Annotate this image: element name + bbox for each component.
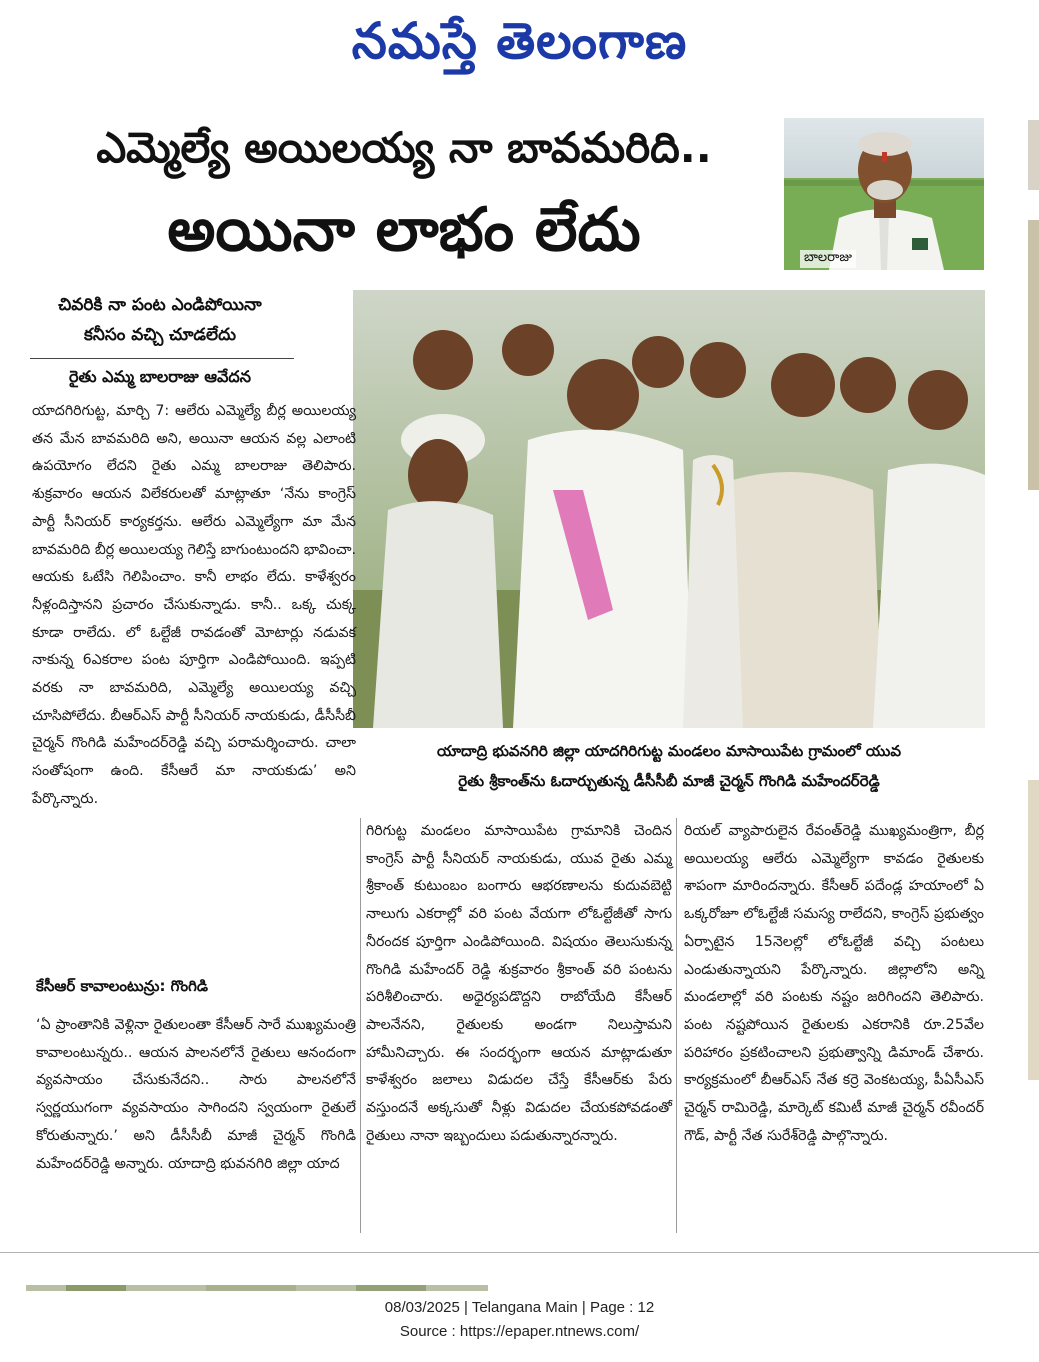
byline: రైతు ఎమ్మ బాలరాజు ఆవేదన	[69, 367, 251, 386]
column-divider	[676, 818, 677, 1233]
photo-caption-line-1: యాదాద్రి భువనగిరి జిల్లా యాదగిరిగుట్ట మండలం మాసాయిపేట గ్రామంలో యువ	[436, 742, 902, 760]
portrait-illustration	[784, 118, 984, 270]
next-article-strip	[26, 1276, 488, 1282]
subheadline-line-2: కనీసం వచ్చి చూడలేదు	[84, 325, 236, 345]
footer-edition-info: 08/03/2025 | Telangana Main | Page : 12	[384, 1299, 655, 1316]
article-column-1-continued: ‘ఏ ప్రాంతానికి వెళ్లినా రైతులంతా కేసీఆర్ సారే ముఖ్యమంత్రి కావాలంటున్నరు.. ఆయన పాలనలోనే రైతులు ఆనందంగా వ్యవసాయం చేసుకునేదని.. సారు పాలనలోనే స్వర్ణయుగంగా వ్యవసాయం సాగిందని స్వయంగా రైతులే కోరుతున్నారు.’ అని డీసీసీబీ మాజీ చైర్మన్ గొంగిడి మహేందర్‌రెడ్డి అన్నారు. యాదాద్రి భువనగిరి జిల్లా యాద	[36, 1017, 356, 1172]
portrait-photo	[784, 118, 984, 270]
subheadline	[24, 290, 296, 350]
footer-source: Source : https://epaper.ntnews.com/	[399, 1323, 640, 1340]
photo-caption	[353, 736, 985, 796]
article-column-1: యాదగిరిగుట్ట, మార్చి 7: ఆలేరు ఎమ్మెల్యే బీర్ల అయిలయ్య తన మేన బావమరిది అని, అయినా ఆయన వల్ల ఎలాంటి ఉపయోగం లేదని రైతు ఎమ్మ బాలరాజు తెలిపారు. శుక్రవారం ఆయన విలేకరులతో మాట్లాతూ ‘నేను కాంగ్రెస్ పార్టీ సీనియర్ కార్యకర్తను. ఆలేరు ఎమ్మెల్యేగా మా మేన బావమరిది బీర్ల అయిలయ్య గెలిస్తే బాగుంటుందని భావించా. ఆయకు ఓటేసి గెలిపించాం. కానీ లాభం లేదు. కాళేశ్వరం నీళ్లందిస్తానని ప్రచారం చేసుకున్నాడు. కానీ.. ఒక్క చుక్క కూడా రాలేదు. లో ఓల్టేజీ రావడంతో మోటార్లు నడువక నాకున్న 6ఎకరాల పంట పూర్తిగా ఎండిపోయింది. ఇప్పటి వరకు నా బావమరిది, ఎమ్మెల్యే అయిలయ్య వచ్చి చూసిపోలేదు. బీఆర్ఎస్ పార్టీ సీనియర్ నాయకుడు, డీసీసీబీ చైర్మన్ గొంగిడి మహేందర్‌రెడ్డి వచ్చి పరామర్శించారు. చాలా సంతోషంగా ఉంది. కేసీఆరే మా నాయకుడు’ అని పేర్కొన్నారు.	[32, 403, 356, 807]
adjacent-page-sliver	[1028, 220, 1039, 490]
main-photo	[353, 290, 985, 728]
headline-line-2: అయినా లాభం లేదు	[167, 195, 641, 265]
article-column-2: గిరిగుట్ట మండలం మాసాయిపేట గ్రామానికి చెందిన కాంగ్రెస్ పార్టీ సీనియర్ నాయకుడు, యువ రైతు ఎమ్మ శ్రీకాంత్ కుటుంబం బంగారు ఆభరణాలను కుదువబెట్టి నాలుగు ఎకరాల్లో వరి పంట వేయగా లోఓల్టేజీతో సాగు నీరందక పూర్తిగా ఎండిపోయింది. విషయం తెలుసుకున్న గొంగిడి మహేందర్ రెడ్డి శుక్రవారం శ్రీకాంత్ వరి పంటను పరిశీలించారు. అధైర్యపడొద్దని రాబోయేది కేసీఆర్ పాలనేనని, రైతులకు అండగా నిలుస్తామని హామీనిచ్చారు. ఈ సందర్భంగా ఆయన మాట్లాడుతూ కాళేశ్వరం జలాలు విడుదల చేస్తే కేసీఆర్‌కు పేరు వస్తుందనే అక్కసుతో నీళ్లు విడుదల చేయకపోవడంతో రైతులు నానా ఇబ్బందులు పడుతున్నారన్నారు.	[366, 823, 672, 1144]
page-divider	[0, 1252, 1039, 1253]
strip-illustration	[26, 1285, 488, 1291]
article-column-3: రియల్ వ్యాపారులైన రేవంత్‌రెడ్డి ముఖ్యమంత్రిగా, బీర్ల అయిలయ్య ఆలేరు ఎమ్మెల్యేగా కావడం రైతులకు శాపంగా మారిందన్నారు. కేసీఆర్ పదేండ్ల హయాంలో ఏ ఒక్కరోజూ లోఓల్టేజీ సమస్య రాలేదని, కాంగ్రెస్ ప్రభుత్వం ఏర్పాటైన 15నెలల్లో లోఓల్టేజీ వచ్చి పంటలు ఎండుతున్నాయని పేర్కొన్నారు. జిల్లాలోని అన్ని మండలాల్లో వరి పంటకు నష్టం జరిగిందని తెలిపారు. పంట నష్టపోయిన రైతులకు ఎకరానికి రూ.25వేల పరిహారం ప్రకటించాలని ప్రభుత్వాన్ని డిమాండ్ చేశారు. కార్యక్రమంలో బీఆర్ఎస్ నేత కర్రె వెంకటయ్య, పీఏసీఎస్ చైర్మన్ రామిరెడ్డి, మార్కెట్ కమిటీ మాజీ చైర్మన్ రవీందర్ గౌడ్, పార్టీ నేత సురేశ్‌రెడ్డి పాల్గొన్నారు.	[684, 823, 984, 1144]
adjacent-page-sliver	[1028, 780, 1039, 1080]
masthead-logo: నమస్తే తెలంగాణ	[351, 11, 688, 70]
photo-caption-line-2: రైతు శ్రీకాంత్‌ను ఓదార్చుతున్న డీసీసీబీ మాజీ చైర్మన్ గొంగిడి మహేందర్‌రెడ్డి	[458, 772, 880, 790]
main-photo-illustration	[353, 290, 985, 728]
headline-line-1: ఎమ్మెల్యే అయిలయ్య నా బావమరిది..	[96, 123, 712, 172]
divider	[30, 358, 294, 359]
column-subhead: కేసీఆర్ కావాలంటున్రు: గొంగిడి	[36, 977, 208, 995]
subheadline-line-1: చివరికి నా పంట ఎండిపోయినా	[58, 295, 262, 315]
column-divider	[360, 818, 361, 1233]
portrait-caption: బాలరాజు	[800, 250, 856, 268]
adjacent-page-sliver	[1028, 120, 1039, 190]
